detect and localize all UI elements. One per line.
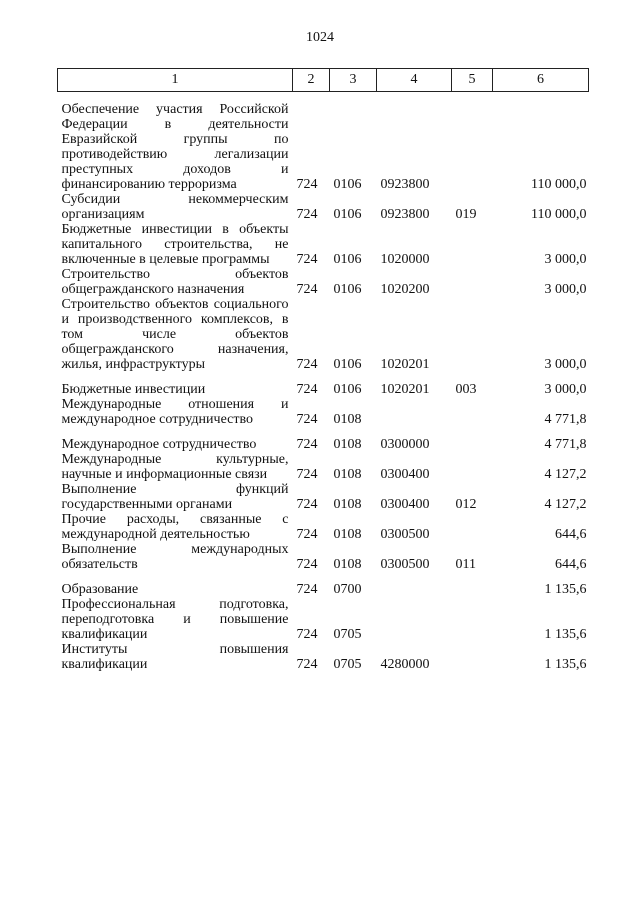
row-section-code: 0700 [333, 582, 362, 597]
row-expense-type-code [452, 597, 493, 642]
row-target-article-code [377, 397, 452, 427]
table-row [58, 92, 589, 193]
row-section-code: 0106 [333, 177, 362, 192]
table-row [58, 372, 589, 397]
row-target-article-code: 0300400 [380, 467, 430, 482]
row-name: Профессиональная подготовка, переподготовка и повышение квалификации [61, 597, 289, 642]
table-row [58, 192, 589, 222]
row-amount: 644,6 [555, 557, 587, 572]
row-target-article-code: 0300400 [380, 497, 430, 512]
row-section-code: 0106 [333, 357, 362, 372]
row-ministry-code: 724 [296, 582, 318, 597]
table-row [58, 267, 589, 297]
row-name: Бюджетные инвестиции [61, 382, 206, 397]
table-row [58, 512, 589, 542]
row-target-article-code: 0300000 [380, 437, 430, 452]
row-name: Строительство объектов социального и производственного комплексов, в том числе объектов общегражданского назначения, жилья, инфраструктуры [61, 297, 289, 372]
row-section-code: 0106 [333, 252, 362, 267]
row-section-code: 0108 [333, 527, 362, 542]
header-cell-amount: 6 [493, 69, 589, 92]
row-expense-type-code: 003 [455, 382, 477, 397]
row-expense-type-code [452, 572, 493, 597]
row-name: Выполнение функций государственными органами [61, 482, 289, 512]
table-row [58, 297, 589, 372]
row-name: Строительство объектов общегражданского назначения [61, 267, 289, 297]
row-expense-type-code: 011 [455, 557, 476, 572]
table-row [58, 597, 589, 642]
row-amount: 644,6 [555, 527, 587, 542]
row-amount: 110 000,0 [531, 177, 587, 192]
row-amount: 1 135,6 [544, 582, 587, 597]
header-cell-section: 3 [330, 69, 377, 92]
table-row [58, 572, 589, 597]
row-name: Прочие расходы, связанные с международной деятельностью [61, 512, 289, 542]
table-row [58, 427, 589, 452]
row-name: Обеспечение участия Российской Федерации в деятельности Евразийской группы по противодействию легализации преступных доходов и финансированию терроризма [61, 102, 289, 192]
row-name: Выполнение международных обязательств [61, 542, 289, 572]
row-target-article-code: 1020000 [380, 252, 430, 267]
row-amount: 1 135,6 [544, 627, 587, 642]
row-amount: 3 000,0 [544, 282, 587, 297]
row-expense-type-code [452, 267, 493, 297]
row-amount: 110 000,0 [531, 207, 587, 222]
row-name: Бюджетные инвестиции в объекты капитального строительства, не включенные в целевые программы [61, 222, 289, 267]
row-target-article-code: 0300500 [380, 527, 430, 542]
row-name: Международные культурные, научные и информационные связи [61, 452, 289, 482]
row-name: Международное сотрудничество [61, 437, 257, 452]
row-name: Международные отношения и международное сотрудничество [61, 397, 289, 427]
row-ministry-code: 724 [296, 527, 318, 542]
row-target-article-code: 1020200 [380, 282, 430, 297]
table-row [58, 452, 589, 482]
budget-table [57, 68, 589, 672]
row-amount: 4 771,8 [544, 437, 587, 452]
header-row [58, 69, 589, 92]
row-expense-type-code: 012 [455, 497, 477, 512]
table-row [58, 222, 589, 267]
row-target-article-code [377, 572, 452, 597]
table-row [58, 642, 589, 672]
header-cell-expense-type: 5 [452, 69, 493, 92]
row-target-article-code: 0923800 [380, 177, 430, 192]
row-section-code: 0108 [333, 557, 362, 572]
row-expense-type-code [452, 642, 493, 672]
row-amount: 4 771,8 [544, 412, 587, 427]
row-ministry-code: 724 [296, 467, 318, 482]
row-ministry-code: 724 [296, 207, 318, 222]
row-target-article-code [377, 597, 452, 642]
row-section-code: 0108 [333, 467, 362, 482]
row-section-code: 0108 [333, 437, 362, 452]
row-amount: 1 135,6 [544, 657, 587, 672]
row-target-article-code: 0300500 [380, 557, 430, 572]
row-amount: 4 127,2 [544, 467, 587, 482]
header-cell-name: 1 [58, 69, 293, 92]
row-name: Образование [61, 582, 139, 597]
row-expense-type-code [452, 512, 493, 542]
row-name: Институты повышения квалификации [61, 642, 289, 672]
row-ministry-code: 724 [296, 282, 318, 297]
row-target-article-code: 0923800 [380, 207, 430, 222]
row-ministry-code: 724 [296, 627, 318, 642]
row-target-article-code: 1020201 [380, 357, 430, 372]
row-section-code: 0108 [333, 412, 362, 427]
table-body [58, 92, 589, 673]
row-amount: 3 000,0 [544, 382, 587, 397]
row-amount: 4 127,2 [544, 497, 587, 512]
row-ministry-code: 724 [296, 657, 318, 672]
row-expense-type-code [452, 92, 493, 193]
table-row [58, 482, 589, 512]
row-expense-type-code [452, 452, 493, 482]
header-cell-target-article: 4 [377, 69, 452, 92]
row-expense-type-code [452, 427, 493, 452]
row-section-code: 0106 [333, 207, 362, 222]
row-amount: 3 000,0 [544, 252, 587, 267]
table-header [58, 69, 589, 92]
header-cell-ministry: 2 [293, 69, 330, 92]
row-target-article-code: 4280000 [380, 657, 430, 672]
row-ministry-code: 724 [296, 557, 318, 572]
row-section-code: 0108 [333, 497, 362, 512]
row-ministry-code: 724 [296, 177, 318, 192]
table-row [58, 397, 589, 427]
row-section-code: 0106 [333, 282, 362, 297]
table-row [58, 542, 589, 572]
row-ministry-code: 724 [296, 252, 318, 267]
row-target-article-code: 1020201 [380, 382, 430, 397]
row-ministry-code: 724 [296, 437, 318, 452]
row-ministry-code: 724 [296, 412, 318, 427]
row-expense-type-code [452, 222, 493, 267]
page-number: 1024 [306, 30, 334, 45]
row-ministry-code: 724 [296, 382, 318, 397]
row-expense-type-code [452, 297, 493, 372]
row-amount: 3 000,0 [544, 357, 587, 372]
row-name: Субсидии некоммерческим организациям [61, 192, 289, 222]
row-section-code: 0106 [333, 382, 362, 397]
row-expense-type-code [452, 397, 493, 427]
row-section-code: 0705 [333, 657, 362, 672]
row-expense-type-code: 019 [455, 207, 477, 222]
row-ministry-code: 724 [296, 497, 318, 512]
row-section-code: 0705 [333, 627, 362, 642]
row-ministry-code: 724 [296, 357, 318, 372]
